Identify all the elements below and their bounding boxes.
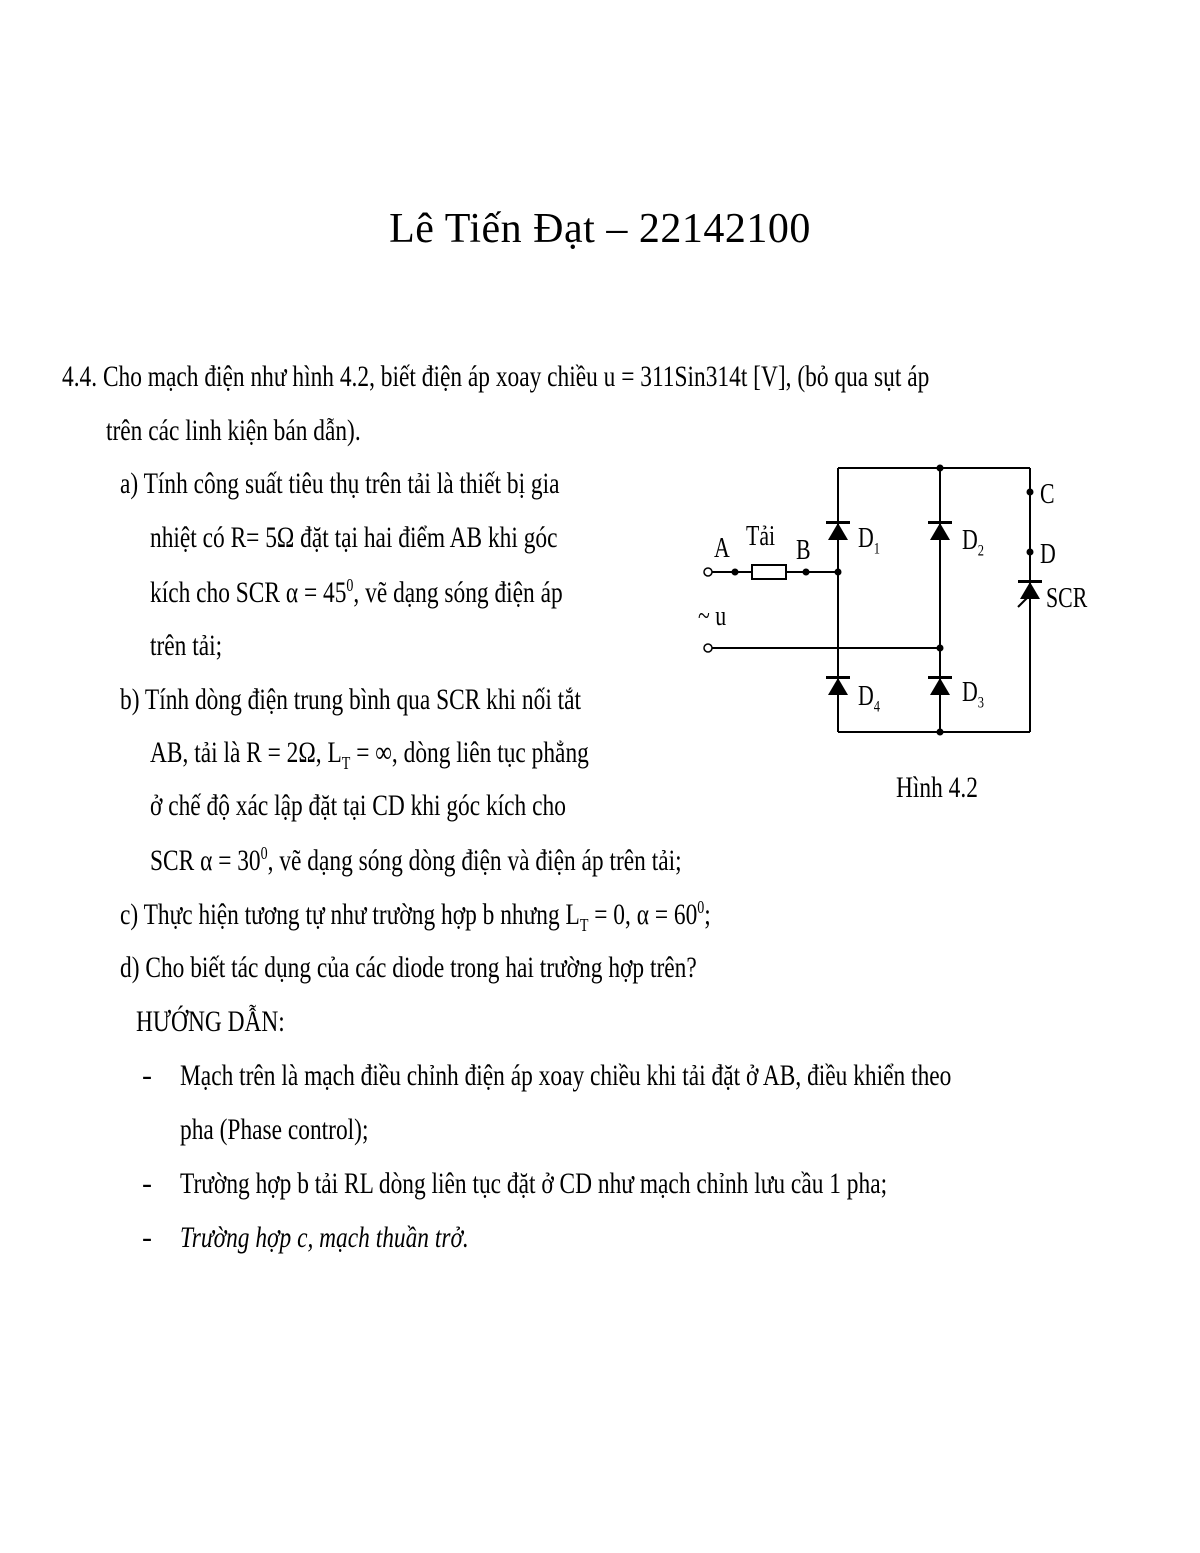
label-d3: $D_3$: [962, 677, 985, 712]
label-scr: SCR: [1046, 583, 1088, 614]
part-b-line2: [150, 736, 589, 774]
node-c: [1027, 489, 1034, 496]
label-d2: $D_2$: [962, 525, 985, 560]
part-a-line3: [150, 575, 563, 610]
diode-d3-body: [930, 678, 950, 695]
part-a-line3-pre: kích cho SCR α = 45: [150, 576, 347, 609]
guide-item1-line1: Mạch trên là mạch điều chỉnh điện áp xoay chiều khi tải đặt ở AB, điều khiển theo: [180, 1059, 952, 1092]
diode-d3-bar: [928, 676, 952, 679]
terminal-a: [704, 568, 712, 576]
part-b-degree: 0: [260, 843, 268, 863]
problem-intro-text: Cho mạch điện như hình 4.2, biết điện áp xoay chiều u = 311Sin314t [V], (bỏ qua sụt áp: [102, 360, 930, 393]
diode-d1-body: [828, 523, 848, 540]
part-a-line1: a) Tính công suất tiêu thụ trên tải là thiết bị gia: [120, 467, 560, 500]
node-left: [835, 569, 842, 576]
diode-d2-bar: [928, 521, 952, 524]
guide-bullet-2: -: [142, 1167, 152, 1200]
part-b-line3: ở chế độ xác lập đặt tại CD khi góc kích cho: [150, 789, 566, 822]
load-resistor: [752, 565, 786, 579]
part-c-post: ;: [704, 898, 711, 931]
label-b: B: [796, 535, 811, 566]
guide-item3: Trường hợp c, mạch thuần trở.: [180, 1221, 469, 1254]
part-c-line: [120, 897, 711, 936]
node-d: [1027, 549, 1034, 556]
node-top: [937, 465, 944, 472]
part-b-line4: [150, 843, 682, 878]
part-c-degree: 0: [697, 897, 705, 917]
label-c: C: [1040, 479, 1055, 510]
part-b-line1: b) Tính dòng điện trung bình qua SCR khi nối tắt: [120, 683, 582, 716]
part-c-mid: = 0, α = 60: [588, 898, 698, 931]
part-b-line2-pre: AB, tải là R = 2Ω, L: [150, 736, 342, 769]
label-d: D: [1040, 539, 1056, 570]
label-d4: $D_4$: [858, 681, 881, 716]
diode-d4-bar: [826, 676, 850, 679]
node-a: [732, 569, 739, 576]
guide-item2: Trường hợp b tải RL dòng liên tục đặt ở CD như mạch chỉnh lưu cầu 1 pha;: [180, 1167, 888, 1200]
figure-caption: Hình 4.2: [896, 771, 978, 804]
part-b-line4-post: , vẽ dạng sóng dòng điện và điện áp trên tải;: [267, 844, 682, 877]
node-mid: [937, 645, 944, 652]
part-c-pre: c) Thực hiện tương tự như trường hợp b nhưng L: [120, 898, 580, 931]
part-d-line: d) Cho biết tác dụng của các diode trong hai trường hợp trên?: [120, 951, 697, 984]
node-bottom: [937, 729, 944, 736]
node-b: [803, 569, 810, 576]
guide-heading: HƯỚNG DẪN:: [136, 1005, 285, 1038]
guide-item1-line2: pha (Phase control);: [180, 1113, 369, 1146]
guide-bullet-3: -: [142, 1221, 152, 1254]
part-a-degree: 0: [346, 575, 354, 595]
part-a-line3-post: , vẽ dạng sóng điện áp: [353, 576, 563, 609]
part-b-line2-post: = ∞, dòng liên tục phẳng: [350, 736, 589, 769]
terminal-2: [704, 644, 712, 652]
scr-bar: [1018, 580, 1042, 583]
label-d1: $D_1$: [858, 523, 881, 558]
diode-d1-bar: [826, 521, 850, 524]
diode-d4-body: [828, 678, 848, 695]
part-a-line4: trên tải;: [150, 629, 223, 662]
label-u: ~ u: [698, 601, 727, 632]
problem-intro-line2: trên các linh kiện bán dẫn).: [106, 414, 361, 447]
problem-number: 4.4.: [62, 360, 98, 393]
page-title: Lê Tiến Đạt – 22142100: [389, 206, 811, 252]
problem-intro-line1: [62, 360, 929, 394]
part-a-line2: nhiệt có R= 5Ω đặt tại hai điểm AB khi góc: [150, 521, 558, 554]
label-a: A: [714, 533, 730, 564]
guide-bullet-1: -: [142, 1059, 152, 1092]
part-b-line4-pre: SCR α = 30: [150, 844, 261, 877]
scr-body: [1020, 582, 1040, 599]
diode-d2-body: [930, 523, 950, 540]
part-c-sub: T: [579, 915, 589, 935]
label-load: Tải: [746, 521, 776, 552]
part-b-sub: T: [341, 753, 351, 773]
circuit-figure: [690, 455, 1110, 815]
